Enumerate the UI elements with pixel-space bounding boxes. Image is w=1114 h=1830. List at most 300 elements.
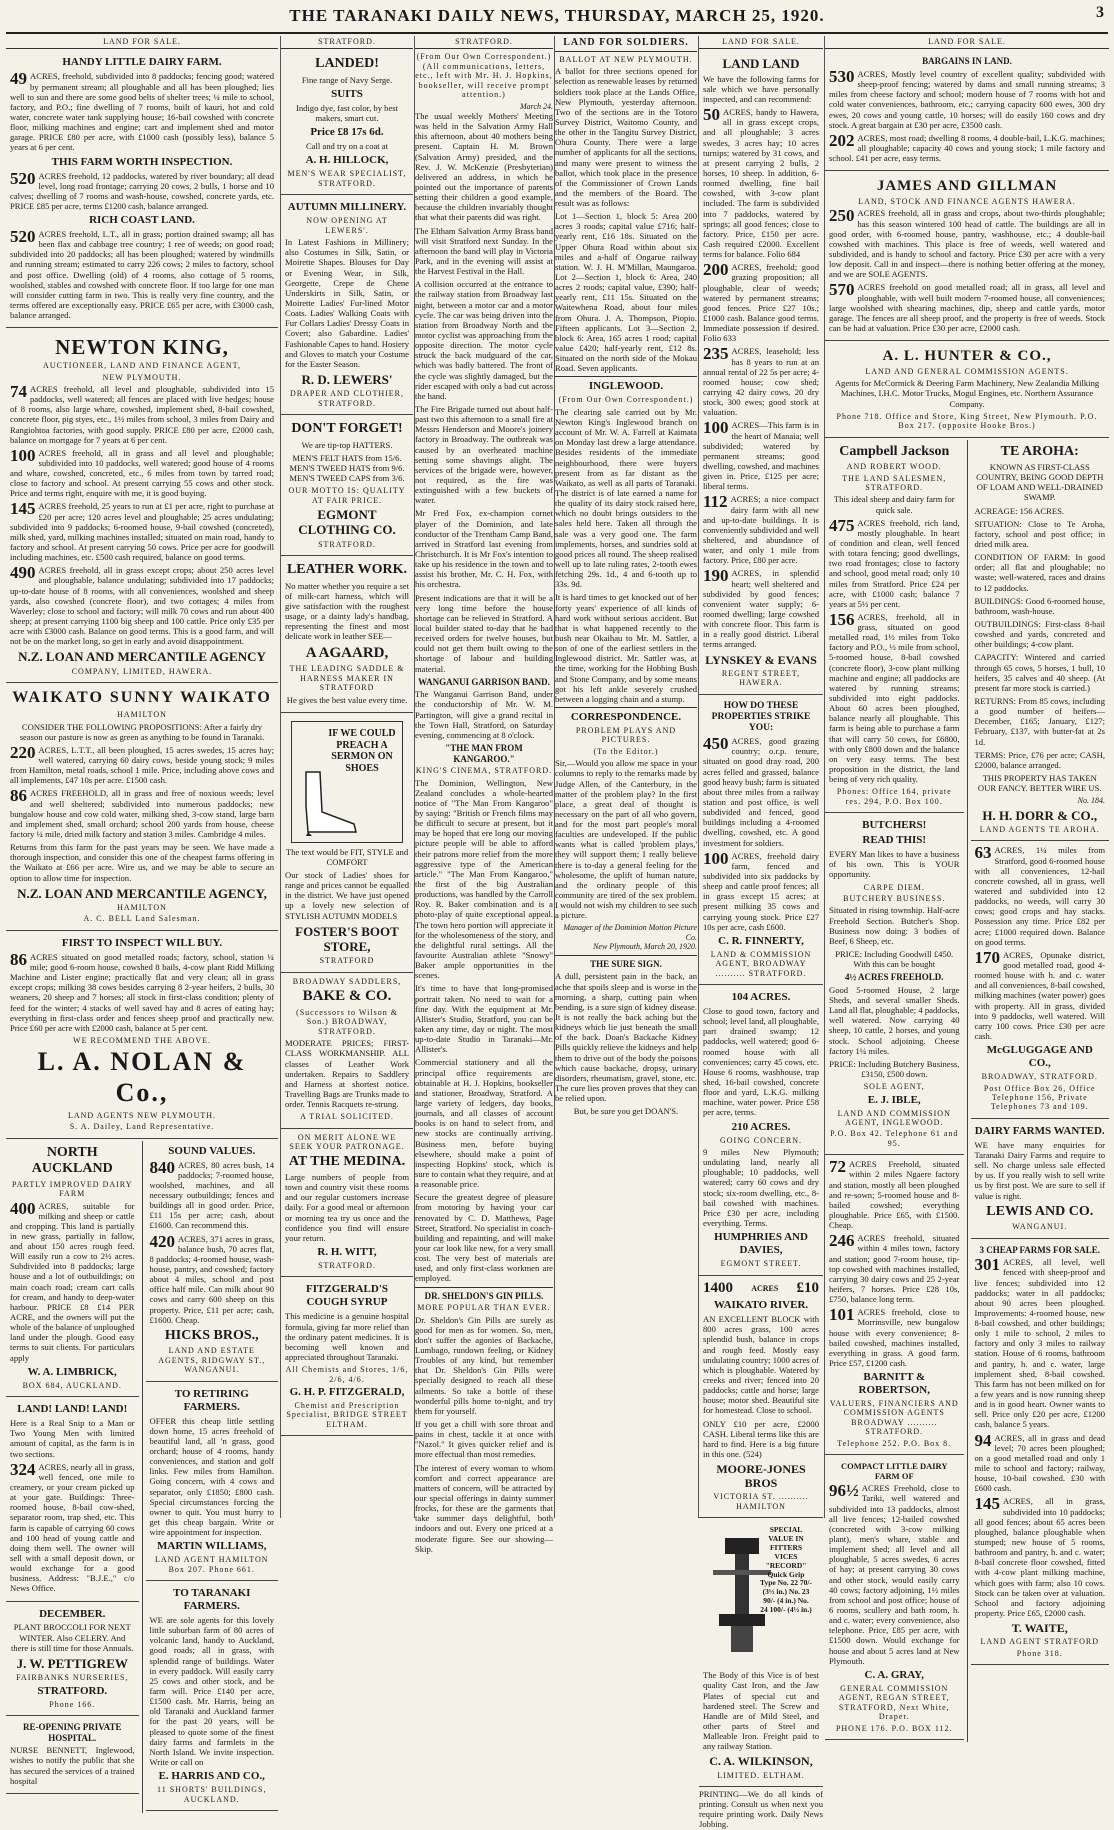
ad-body: ACRES, all in grass and dead level; 70 acres been ploughed; on a good metalled road and only 1 mile to school and factory; railway, house, 10-bail cowshed. £30 with £600 cash. bbox=[974, 1432, 1105, 1494]
advertiser-sub: LAND AGENT STRATFORD bbox=[980, 1637, 1100, 1647]
ad-body: CONDITION OF FARM: In good order; all flat and ploughable; no waste; well-watered, races and drains to 12 paddocks. bbox=[974, 552, 1105, 593]
ad-body: Our stock of Ladies' shoes for range and prices cannot be equalled in the district. We have just opened up a lovely new selection of STYLISH AUTUMN MODELS bbox=[285, 870, 409, 921]
ad-body: SITUATION: Close to Te Aroha, factory, school and post office; in dried milk area. bbox=[974, 518, 1105, 550]
ad-body: ACRES, freehold, subdivided into 8 paddocks; fencing good; watered by permanent stream; all ploughable and all has been ploughed; lies well to sun and there are some good belts of shelter trees; ¼ mile to school, factory, and P.O.; fine dwelling of 7 rooms, built of kauri, hot and cold water, concrete water tank supplying house; 16-bail cowshed with concrete floor, milking machines and engine; cart and implement shed and motor garage. PRICE £80 per acre, with £1000 cash (possibly less), balance 5 years at 6 per cent. bbox=[10, 71, 274, 153]
advertiser-sub: FAIRBANKS NURSERIES, bbox=[16, 1673, 129, 1683]
ad-fitzgerald bbox=[281, 1279, 413, 1436]
ad-sound-values bbox=[146, 1141, 279, 1382]
news-paragraph: The clearing sale carried out by Mr. Newton King's Inglewood branch on account of Mr. W. A. Farrell at Kaimata on Monday last drew a large attendance. Besides residents of the immediate neighbourhood, there were buyers present from as far distant as the Waikato, as well as all parts of Taranaki. The district is of late earned a name for the quality of its dairy stock raised here, which no doubt brings outsiders to the sales held here. Taken all through the sale was a very good one. The farm implements, horses, and sundries sold at good prices all round. The sheep realised well up to late ruling rates, 2-tooth ewes fetching 29s. 1d., 4 and 6-tooth up to 33s. 9d. bbox=[555, 406, 697, 590]
advertiser-sub: HAMILTON bbox=[117, 902, 167, 912]
news-subheading: MORE POPULAR THAN EVER. bbox=[417, 1303, 551, 1313]
column-1 bbox=[6, 36, 278, 1804]
advertiser-sub: LAND AND GENERAL COMMISSION AGENTS. bbox=[865, 366, 1069, 376]
ad-taranaki-farmers bbox=[146, 1583, 279, 1811]
ad-waikato-river bbox=[699, 1278, 823, 1519]
dateline: March 24. bbox=[519, 101, 553, 111]
byline: (From Our Own Correspondent.) (All communications, letters, etc., left with Mr. H. J. Hopkins, bookseller, will receive prompt attention.) bbox=[415, 52, 553, 100]
ad-north-auckland bbox=[6, 1141, 139, 1398]
news-paragraph: Sir,—Would you allow me space in your columns to reply to the remarks made by Judge Allen, of the Canterbury, in the matter of the problem play? In the first place, a great deal of thought is necessary on the part of all who govern, and for the most part people's moral faculties are undeveloped. If the public wants what is called 'problem plays,' they will support them; I really believe there is to-day a general feeling for the wholesome, the uplift of human nature, and the ordinary people of this community are tired of the sex problem. I would not wish my children to see such a picture. bbox=[555, 758, 697, 921]
ad-body: ACRES; a nice compact dairy farm with all new and up-to-date buildings. It is conveniently subdivided and well sheltered, and abundance of water, and only 1 mile from factory. Price, £80 per acre. bbox=[703, 494, 819, 566]
ad-reference: No. 184. bbox=[1077, 796, 1105, 806]
advertiser-name: L. A. NOLAN & Co., bbox=[37, 1047, 247, 1108]
column-4 bbox=[554, 36, 697, 1518]
acreage: 246 bbox=[829, 1231, 855, 1251]
advertiser-name: T. WAITE, bbox=[1011, 1621, 1068, 1636]
ad-title: 3 CHEAP FARMS FOR SALE. bbox=[979, 1244, 1101, 1255]
acreage: 112 bbox=[703, 492, 728, 512]
ad-title: DECEMBER. bbox=[39, 1607, 106, 1620]
page-number: 3 bbox=[1096, 4, 1104, 21]
advertiser-name: N.Z. LOAN AND MERCANTILE AGENCY bbox=[18, 649, 266, 665]
ad-body: ACRES, in splendid heart; well sheltered and subdivided by good fences; convenient water supply; 6-roomed dwelling; large cowshed with concrete floor. This farm is in a really good district. Liberal terms arranged. bbox=[703, 568, 819, 650]
ad-private-hospital bbox=[6, 1718, 139, 1794]
ad-body: ACRES freehold, 25 years to run at £1 per acre, right to purchase at £20 per acre; 120 acres level and ploughable; 25 acres undulating; subdivided into 9 paddocks; 6-roomed house, 9-bail cowshed (concreted), milk shed, yard, milking machines installed; situated on main road, handy to factory and school. At present carrying 50 cows. Price per acre for goodwill including machines, etc. £500 cash required, balance on good terms. bbox=[10, 501, 274, 563]
newspaper-title: THE TARANAKI DAILY NEWS, THURSDAY, MARCH 25, 1920. bbox=[289, 6, 825, 25]
ad-egmont-clothing bbox=[281, 417, 413, 556]
news-paragraph: Present indications are that it will be a very long time before the house shortage can be relieved in Stratford. A local builder stated to-day that he had received orders for twelve houses, but could not get them built owing to the shortage of labour and building material. bbox=[415, 592, 553, 674]
ad-body: Large numbers of people from town and country visit these rooms and our regular customers increase daily. For a good meal or afternoon or morning tea try us once and the confidence you find will ensure your return. bbox=[285, 1172, 409, 1243]
news-paragraph: The usual weekly Mothers' Meeting was held in the Salvation Army Hall this afternoon, about 40 mothers being present. Captain H. M. Brown (Salvation Army) presided, and the Rev. J. W. McKenzie (Presbyterian) delivered an address, in which he pointed out the importance of parents setting their children a good example, because the children invariably thought that what their parents did was right. bbox=[415, 111, 553, 223]
shoe-illustration bbox=[291, 721, 403, 843]
ad-body: WE have many enquiries for Taranaki Dairy Farms and require to sell. No charge unless sale effected by us. If you really wish to sell write us by first post. We are sure to sell if value is right. bbox=[974, 1139, 1105, 1201]
ad-body: BUILDINGS: Good 6-roomed house, bathroom, wash-house. bbox=[974, 595, 1105, 616]
ad-lynskey-evans bbox=[699, 52, 823, 694]
advertiser-phone: Phone 166. bbox=[49, 1699, 96, 1709]
ad-body: ACRES, 80 acres bush, 14 paddocks; 7-roomed house, woolshed, machines, and all necessary outbuildings; fences and buildings all in good order. Price, £11 15s per acre; cash, about £1600. Can recommend this. bbox=[149, 1159, 274, 1231]
column-5 bbox=[698, 36, 823, 1830]
ad-title: LEATHER WORK. bbox=[286, 562, 408, 578]
signature: S. A. Dailey, Land Representative. bbox=[69, 1122, 215, 1132]
advertiser-sub: MEN'S WEAR SPECIALIST, STRATFORD. bbox=[287, 169, 407, 188]
ad-pettigrew bbox=[6, 1604, 139, 1717]
ad-body: ACRES, all in grass, subdivided into 10 paddocks; all good fences; about 65 acres been ploughed, balance ploughable when stumped; new house of 5 rooms, bathroom and pantry, h. and c. water; 8-bail concrete floor cowshed, fitted with 4-cow plant milking machine, which goes with farm; also 10 cows. Stock can be taken over at valuation. School and factory adjoining property. Price £65, £2000 cash. bbox=[974, 1496, 1105, 1618]
news-paragraph: The Eltham Salvation Army Brass band will visit Stratford next Sunday. In the afternoon the band will play in Victoria Park, and in the evening will assist at the Harvest Festival in the Hall. bbox=[415, 225, 553, 277]
acreage: 250 bbox=[829, 206, 855, 226]
ad-recommend: WE RECOMMEND THE ABOVE. bbox=[73, 1035, 211, 1045]
advertiser-sub: Chemist and Prescription Specialist, BRIDGE STREET ELTHAM. bbox=[286, 1400, 408, 1429]
ad-body: ACRES FREEHOLD, all in grass and free of noxious weeds; level and well sheltered; subdivided into numerous paddocks; new bungalow house and cow cold water, milking shed, 3-cow stand, large barn and implement shed, small orchard; school 200 yards from house, cheese factory ¼ mile, dried milk factory and station 3 miles. Cambridge 4 miles. bbox=[10, 788, 274, 839]
advertiser-sub: NEW PLYMOUTH. bbox=[102, 372, 182, 382]
advertiser-sub: LAND & COMMISSION AGENT, BROADWAY .......... STRATFORD. bbox=[710, 949, 812, 978]
acreage: 63 bbox=[974, 843, 992, 863]
news-subheading: PROBLEM PLAYS AND PICTURES. bbox=[575, 725, 677, 745]
news-heading: THE SURE SIGN. bbox=[590, 958, 662, 969]
advertiser-phone: Phones: Office 164, private res. 294, P.O. Box 100. bbox=[836, 787, 952, 806]
section-header: LAND FOR SALE. bbox=[699, 36, 823, 49]
ad-body: ACRES freehold, all in grass and crops, about two-thirds ploughable; has this season wintered 100 head of cattle. The buildings are all in good order, with 6-roomed house, pantry, washhouse, etc.; 4 double-bail cowshed with machines. This place is free of weeds, well watered and subdivided, and is handy to school and factory. Price £30 per acre with a very low deposit. Call in and inspect—there is nothing better offering at the money, and we are SOLE AGENTS. bbox=[829, 208, 1105, 280]
ad-title: TO TARANAKI FARMERS. bbox=[173, 1587, 251, 1613]
acreage: 145 bbox=[974, 1494, 1000, 1514]
ad-title: TO RETIRING FARMERS. bbox=[174, 1387, 249, 1413]
news-paragraph: The Dominion, Wellington, New Zealand concludes a whole-hearted notice of "The Man From Kangaroo" by saying: "British or French films may be difficult to secure at present, but it may be hoped that ere long our moving picture people will be able to afford their patrons more relief from the more aggressive type of the American article." "The Man From Kangaroo," the first of the big Australian productions, was handled by the Carroll Roy. R. Baker combination and is a photo-play of quite exceptional appeal. The town hero portion will appreciate it for the wholesomeness of the story, and the delightful rural settings. All the favourite Australian athlete "Snowy" Baker ample opportunities in the scenes. bbox=[415, 777, 553, 981]
advertiser-name: EGMONT CLOTHING CO. bbox=[298, 507, 396, 538]
ad-body: ACRES—This farm is in the heart of Manaia; well subdivided; watered by permanent streams; good dwelling, cowshed, and machines given in. Price, £125 per acre; liberal terms. bbox=[703, 420, 819, 492]
advertiser-phone: Phone 318. bbox=[1016, 1648, 1063, 1658]
ad-mcgluggage bbox=[971, 843, 1110, 1118]
ad-subtitle: GOING CONCERN. bbox=[720, 1135, 802, 1145]
ad-title: AT THE MEDINA. bbox=[288, 1153, 406, 1169]
acreage: 520 bbox=[10, 168, 36, 188]
ad-te-aroha bbox=[971, 440, 1110, 842]
advertiser-sub: BROADWAY SADDLERS, bbox=[292, 976, 402, 986]
ad-body: ACRES freehold, close to Morrinsville, new bungalow house with every convenience; 8-bailed cowshed, machines installed, everything in grass. A good farm. Price £57, £1200 cash. bbox=[829, 1307, 960, 1368]
advertiser-sub: LAND AGENT HAMILTON Box 207. Phone 661. bbox=[154, 1555, 269, 1574]
ad-title: LAND LAND bbox=[722, 56, 800, 72]
advertiser-sub: STRATFORD. bbox=[318, 1261, 376, 1270]
advertiser-sub: LAND AGENTS TE AROHA. bbox=[979, 825, 1100, 835]
ad-title: 210 ACRES. bbox=[731, 1120, 791, 1133]
ad-body: ACRES, nearly all in grass, well fenced, one mile to creamery, or your cream picked up at your gate. Buildings: Three-roomed house, 8-bail cow-shed, separator room, trap shed, etc. This farm is capable of carrying 60 cows and 100 head of young cattle and doing them well. The owner will sell with a small deposit down, or would exchange for a good business. Address: "B.J.E.," c/o News Office. bbox=[10, 1461, 135, 1594]
ad-body: MODERATE PRICES; FIRST-CLASS WORKMANSHIP. ALL classes of Leather Work undertaken. Repairs to Saddlery and Harness at shortest notice. Travelling Bags are Trunks made to order. Tennis Racquets re-strung. bbox=[285, 1038, 409, 1110]
ad-first-to-inspect bbox=[6, 933, 278, 1139]
advertiser-sub: SOLE AGENT, bbox=[863, 1082, 925, 1092]
ad-waikato bbox=[6, 685, 278, 931]
ad-body: ACRES, freehold, all in grass, situated on good metalled road, 1½ miles from Toko factory and P.O., ½ mile from school, 5-roomed house, 8-bail cowshed (concrete floor), 3-cow plant milking machine and engine; all paddocks are watered by running streams; subdivided into eight paddocks. About 60 acres been ploughed, balance nearly all ploughable. This farm is being able to purchase a farm that will carry 50 cows, for £6800, with only £800 down and the balance on very easy terms. The best proposition in the district, the land being of very rich quality. bbox=[829, 611, 960, 785]
ad-body: Call and try on a coat at bbox=[305, 141, 389, 152]
ad-body: ACRES Freehold, situated within 2 miles Ngaere factory and station, mostly all been ploughed and re-sown; 5-roomed house and 8-bailed cowshed; everything ploughable. Price £65, with £1500. Cheap. bbox=[829, 1159, 960, 1231]
ad-body: ACRES freehold, all in grass except crops; about 250 acres level and ploughable, balance undulating; subdivided into 17 paddocks; up-to-date house of 8 rooms, with all conveniences, woolshed and sheep yards, also cowshed (concrete floor), and two cottages; 4 miles from Waverley; close to school and factory; will milk 70 cows and run about 400 sheep; at present carrying 1100 big sheep and 100 cattle. Price only £35 per acre with £3000 cash. Balance on good terms. This is a good farm, and will not be on the market long, so get in early and avoid disappointment. bbox=[10, 565, 274, 647]
acreage: 86 bbox=[10, 949, 27, 969]
ad-body: ACRES freehold, all in grass and all level and ploughable; subdivided into 10 paddocks, well watered; good house of 4 rooms and whare, cowshed, concreted, etc., 6 miles from town by tarred road; close to factory and school. At present carrying 55 cows and other stock. Price and terms right, enquire with me, it is good buying. bbox=[10, 447, 274, 499]
ad-title: RICH COAST LAND. bbox=[89, 214, 195, 227]
ad-intro: NOW OPENING AT LEWERS'. bbox=[306, 216, 388, 235]
ad-body: NURSE BENNETT, Inglewood, wishes to notify the public that she has secured the services of a trained hospital bbox=[10, 1745, 135, 1786]
ad-body: ACRES freehold, L.T., all in grass; portion drained swamp; all has been flax and cabbage tree country; 1 ree of weeds; on good road; subdivided into 20 paddocks; all has been ploughed; watered by windmills and running stream; estimated to carry 226 cows; 2 miles to factory, school and post office. Dwelling (old) of 4 rooms, also cottage of 5 rooms, woolshed, stables and cowshed with concrete floor. If too large for one man will consider cutting farm in two. This is really very fine country, and the terms offered are exceptionally easy. PRICE £65 per acre, with £3000 cash, balance arranged. bbox=[10, 229, 274, 321]
ad-body: ACRES, good grazing country; o.r.p. tenure, situated on good dray road, 200 acres felled and grassed, balance good heavy bush; farm is situated about three miles from a railway station and post office, is well subdivided and fenced, good buildings including a 4-roomed dwelling, cowshed, etc. A good investment for soldiers. bbox=[703, 736, 819, 848]
ad-title: BARGAINS IN LAND. bbox=[922, 56, 1012, 67]
news-heading: INGLEWOOD. bbox=[588, 380, 664, 393]
ad-price: Price £8 17s 6d. bbox=[310, 126, 384, 139]
advertiser-location: STRATFORD. bbox=[37, 1684, 108, 1697]
acreage: 530 bbox=[829, 67, 855, 87]
printing-notice: PRINTING—We do all kinds of printing. Consult us when next you require printing work. Daily News Jobbing. bbox=[699, 1789, 823, 1830]
acreage: 170 bbox=[974, 947, 1000, 967]
ad-body: Close to good town, factory and school; level land, all ploughable, part drained swamp; 12 paddocks, well watered; good 6-roomed house with all conveniences; carry 45 cows, etc. House 6 rooms, washhouse, trap shed, 16-bail cowshed, concrete floor and yard, L.K.G. milking machine, water power. Price £58 per acre, terms. bbox=[703, 1006, 819, 1118]
ad-body: ACRES Freehold, close to Tariki, well watered and subdivided into 13 paddocks, almost all live fences; 12-bailed cowshed (concreted with 3-cow milking plant), men's whare, stable and implement shed; all level and all ploughable, 5 acres swedes, 6 acres of hay; at present carrying 30 cows and other stock, would easily carry 40 cows; factory adjoining, 1½ miles from school and post office; house of 6 rooms, scullery and bath room, h. and c. water; every convenience, also telephone. Price, £85 per acre, with £1500 down. Would exchange for house and about 5 acres land at New Plymouth. bbox=[829, 1483, 960, 1666]
ad-tagline: The text would be FIT, STYLE and COMFORT bbox=[285, 846, 409, 867]
ad-body: ACRES, Opunake district, good metalled road, good 4-roomed house with h. and c. water and all conveniences, 8-bail cowshed, milking machines (water power) goes with property. All in grass, divided into 9 paddocks, well watered. Will carry 100 cows. Price £30 per acre cash. bbox=[974, 949, 1105, 1042]
ad-hunter-co bbox=[825, 343, 1109, 437]
advertiser-address: BOX 684, AUCKLAND. bbox=[22, 1380, 122, 1390]
ad-body: ACRES situated on good metalled roads; factory, school, station ¼ mile; good 6-room house, cowshed 8 bails, 4-cow plant Ridd Milking Machine and Lister engine; practically flat and very clean; all in grass except crops; milking 38 cows besides carrying 8 2-year heifers, 2 bulls, 30 weaners, 20 sheep and 7 horses; all stock in first-class condition; plenty of feed for the winter; 4 stacks of well saved hay and 8 acres of eating hay; everything in first-class order and fences sheep proof and practically new. Price £60 per acre with £2000 cash, balance at 5 per cent. bbox=[10, 951, 274, 1033]
byline: (From Our Own Correspondent.) bbox=[558, 395, 694, 405]
advertiser-sub: LAND AND COMMISSION AGENT, INGLEWOOD. bbox=[837, 1108, 951, 1127]
acreage: 101 bbox=[829, 1305, 855, 1325]
vice-details: SPECIAL VALUE IN FITTERS VICES "RECORD" Quick Grip Type No. 22 70/- (3½ in.) No. 23 90/- (4 in.) No. 24 100/- (4½ in.) bbox=[760, 1525, 812, 1614]
ad-body: ACRES, 371 acres in grass, balance bush, 70 acres flat, 8 paddocks; 4-roomed house, wash-house, pantry, and cowshed; factory about 4 miles, school and post office half mile. Can milk about 90 cows and carry 600 sheep on this property. Price, £11 per acre; cash, £1600. Cheap. bbox=[149, 1233, 274, 1325]
signature: Manager of the Dominion Motion Picture Co. bbox=[563, 923, 697, 942]
advertiser-name: H. H. DORR & CO., bbox=[982, 807, 1098, 823]
ad-body: Returns from this farm for the past years may be seen. We have made a thorough inspection, and consider this one of the cheapest farms offering in the Waikato at £66 per acre. Wire us, and we may be able to secure an option to allow time for inspection. bbox=[10, 842, 274, 883]
advertiser-name: Campbell Jackson bbox=[839, 443, 950, 459]
acreage: 94 bbox=[974, 1430, 992, 1450]
advertiser-sub: DRAPER AND CLOTHIER, STRATFORD. bbox=[289, 389, 404, 408]
ad-newton-king bbox=[6, 330, 278, 683]
acreage: 235 bbox=[703, 344, 729, 364]
section-header: LAND FOR SOLDIERS. bbox=[555, 36, 697, 52]
section-header: LAND FOR SALE. bbox=[825, 36, 1109, 49]
advertiser-phone: Post Office Box 26, Office Telephone 156, Private Telephones 73 and 109. bbox=[983, 1083, 1096, 1112]
ad-body: ACRES, most road; dwelling 8 rooms, 4 double-bail, L.K.G. machines; all ploughable; capacity 40 cows and young stock; 1 mile factory and school. £41 per acre, easy terms. bbox=[829, 132, 1105, 164]
ad-body: OFFER this cheap little settling down home, 15 acres freehold of beautiful land, all 'n grass, good orchard; house of 4 rooms, handy conveniences, and station and golf links. Few miles from Hamilton. Going concern, with 4 cows and separator, only £1850; £800 cash. Special circumstances forcing the owner to quit. You must hurry to get this cheap bargain. Write or wire appointment for inspection. bbox=[149, 1415, 274, 1538]
advertiser-sub: STRATFORD. bbox=[318, 539, 376, 549]
news-paragraph: The interest of every woman to whom comfort and correct appearance are matters of concern, will be attracted by our special offerings in dainty summer frocks, for these are the garments that take summer days delightful, both indoors and out. Every one priced at a moderate figure. See our showing—Skip. bbox=[415, 1462, 553, 1554]
acreage: 100 bbox=[703, 418, 729, 438]
ad-body: AN EXCELLENT BLOCK with 800 acres grass, 100 acres splendid bush, balance in crops and rough feed. Mostly easy undulating country; 1000 acres of which is ploughable. Watered by creeks and river; fenced into 20 paddocks; cattle and horse; large house; motor shed. Beautiful site for homestead. Close to school. bbox=[703, 1314, 819, 1416]
ad-sellers: All Chemists and Stores, 1/6, 2/6, 4/6. bbox=[285, 1365, 409, 1384]
advertiser-name: R. H. WITT, bbox=[317, 1246, 377, 1259]
advertiser-name: J. W. PETTIGREW bbox=[16, 1655, 128, 1671]
acreage: 96½ bbox=[829, 1481, 859, 1501]
ad-bake-co bbox=[281, 975, 413, 1129]
ad-title: 4½ ACRES FREEHOLD. bbox=[844, 972, 944, 983]
ad-body: EVERY Man likes to have a business of his own. This is YOUR opportunity. bbox=[829, 849, 960, 880]
ad-body: THIS PROPERTY HAS TAKEN OUR FANCY. BETTER WIRE US. bbox=[977, 773, 1102, 794]
column-2 bbox=[280, 36, 413, 1518]
advertiser-name: NEWTON KING, bbox=[55, 335, 229, 360]
ad-title: HANDY LITTLE DAIRY FARM. bbox=[62, 56, 222, 69]
advertiser-name: LYNSKEY & EVANS bbox=[705, 652, 817, 667]
ad-bargains-in-land bbox=[825, 52, 1109, 171]
advertiser-address: Phone 718. Office and Store, King Street, New Plymouth. P.O. Box 217. (opposite Hooke Bros.) bbox=[836, 411, 1098, 431]
ad-body: ACRES, freehold; good grazing proposition; all ploughable, clear of weeds; watered by permanent streams; good fences. Price £27 10s.; £1000 cash. Balance good terms. Immediate possession if desired. Folio 633 bbox=[703, 262, 819, 344]
ad-title: DAIRY FARMS WANTED. bbox=[974, 1124, 1105, 1137]
ad-body: ACRES, 1¼ miles from Stratford, good 6-roomed house with all conveniences, 12-bail concrete cowshed, all in grass, well watered and subdivided into 12 paddocks, no weeds, will carry 30 cows; good crops and hay stacks. Possession any time. Price £82 per acre; £1000 required down. Balance on good terms. bbox=[974, 845, 1105, 947]
acreage: 420 bbox=[149, 1231, 175, 1251]
advertiser-name: JAMES AND GILLMAN bbox=[876, 178, 1058, 195]
advertiser-sub: COMPANY, LIMITED, HAWERA. bbox=[71, 666, 213, 676]
advertiser-name: N.Z. LOAN AND MERCANTILE AGENCY, bbox=[17, 885, 267, 901]
acreage: 490 bbox=[10, 563, 36, 583]
ad-body: ACRES freehold, situated within 4 miles town, factory and station; good 7-room house, tip-top cowshed with machines installed, carrying 30 dairy cows and 25 2-year heifers, 7 horses. Price £28 10s, £750, balance long term. bbox=[829, 1233, 960, 1305]
acreage: 86 bbox=[10, 786, 27, 806]
advertiser-name: LEWIS AND CO. bbox=[986, 1203, 1094, 1219]
ad-body: MEN'S FELT HATS from 15/6. MEN'S TWEED HATS from 9/6. MEN'S TWEED CAPS from 3/6. bbox=[289, 452, 405, 484]
news-paragraph: Mr Fred Fox, ex-champion cornet player of the Dominion, and late conductor of the Trentham Camp Band, arrived in Stratford last evening from Christchurch. It is Mr Fox's intention to take up his residence in the town and to assist his brother, Mr. C. H. Fox, with his orchestra. bbox=[415, 508, 553, 590]
ad-body: 9 miles New Plymouth; undulating land, nearly all ploughable; 10 paddocks, well watered; carry 60 cows and dry stock; six-room dwelling, etc., 8-bail cowshed with machines. Price £30 per acre, including everything. Terms. bbox=[703, 1147, 819, 1228]
advertiser-sub: EGMONT STREET. bbox=[720, 1259, 802, 1269]
ad-body: ACRES, L.T.T., all been ploughed, 15 acres swedes, 15 acres hay; well watered, carrying 60 dairy cows, beside young stock; 9 miles from Hamilton, metal roads, school 1 mile. Price, including above cows and all implements, £47 10s per acre. £1500 cash. bbox=[10, 744, 274, 786]
acreage: 301 bbox=[974, 1255, 1000, 1275]
ad-body: We are tip-top HATTERS. bbox=[301, 439, 393, 450]
column-3 bbox=[414, 36, 553, 1554]
ad-body: Good 5-roomed House, 2 large Sheds, and several smaller Sheds. Land all flat, ploughable; 4 paddocks, well watered. Now carrying 40 sheep, 10 cattle, 2 horses, and young stock. School adjoining. Cheese factory 1¼ miles. bbox=[829, 984, 960, 1056]
ad-title: HOW DO THESE PROPERTIES STRIKE YOU: bbox=[711, 700, 811, 733]
ad-intro: We have the following farms for sale which we have personally inspected, and can recommend: bbox=[703, 73, 819, 105]
ad-title: FIRST TO INSPECT WILL BUY. bbox=[61, 936, 223, 949]
ad-body: No matter whether you require a set of milk-cart harness, which will give satisfaction with the roughest usage, or a dainty lady's handbag, representing the finest and most delicate work in leather SEE— bbox=[285, 580, 409, 642]
ad-subtitle: BUTCHERY BUSINESS. bbox=[843, 893, 946, 903]
ad-body: PRICE: Including Goodwill £450. With this can be bought bbox=[835, 948, 954, 970]
ad-intro: This ideal sheep and dairy farm for quick sale. bbox=[833, 494, 955, 515]
ad-title: RE-OPENING PRIVATE HOSPITAL. bbox=[23, 1722, 122, 1743]
ad-body: ACRES, freehold dairy farm, fenced and subdivided into six paddocks by sheep and cattle proof fences; all in grass except 15 acres; at present milking 35 cows and carrying young stock. Price £27 10s per acre, cash £600. bbox=[703, 850, 819, 932]
masthead bbox=[0, 0, 1114, 32]
ad-waite bbox=[971, 1241, 1110, 1666]
ad-body: PLANT BROCCOLI FOR NEXT WINTER. Also CELERY. And there is still time for those Annuals. bbox=[11, 1622, 134, 1653]
ad-tagline: CARPE DIEM. bbox=[863, 882, 925, 892]
acreage: 202 bbox=[829, 130, 855, 150]
ad-wilkinson-vices bbox=[699, 1520, 823, 1787]
masthead-rule bbox=[6, 32, 1108, 34]
ad-title: WAIKATO RIVER. bbox=[713, 1299, 809, 1312]
acreage: 400 bbox=[10, 1198, 36, 1218]
advertiser-name: McGLUGGAGE AND CO., bbox=[986, 1044, 1093, 1070]
ad-tagline: A TRIAL SOLICITED. bbox=[300, 1112, 394, 1122]
news-paragraph: Secure the greatest degree of pleasure from motoring by having your car renovated by C. D. Matthews, Page Street, Stratford. No specialist in coach-building and repainting, and will make your car look like new, for a very small cost. The very best of materials are used, and only first-class workmen are employed. bbox=[415, 1192, 553, 1284]
ad-finnerty bbox=[699, 697, 823, 986]
news-paragraph: Dr. Sheldon's Gin Pills are surely as good for men as for women. So, men, don't suffer the agonies of Backache, Lumbago, rundown feeling, or Kidney Troubles of any kind, but remember that Dr. Sheldon's Gin Pills were specially designed to reach all these ailments. So take a bottle of these wonderful pills home to-night, and try them for yourself. bbox=[415, 1314, 553, 1416]
acreage: 450 bbox=[703, 734, 729, 754]
ad-body: ACRES, all level, well fenced with sheep-proof and live fences; subdivided into 12 paddocks; water in all paddocks; about 90 acres been ploughed. Improvements: 4-roomed house, new 8-bail cowshed, and other buildings; only 1 mile to school, 2 miles to factory and only 3 miles to railway station. House of 6 rooms, bathroom and pantry, h. and c. water, large implement shed, 8-bail cowshed. This farm has not been milked on for a few years and is now running sheep and is in good heart. Owner wants to sell. Price only £20 per acre, £1200 cash, balance 5 years. bbox=[974, 1257, 1105, 1430]
ad-intro: KNOWN AS FIRST-CLASS COUNTRY, BEING GOOD DEPTH OF LOAM AND WELL-DRAINED SWAMP. bbox=[976, 462, 1104, 503]
ad-title: BUTCHERS! bbox=[862, 819, 927, 832]
ad-title: SUITS bbox=[331, 88, 363, 101]
ad-title: 104 ACRES. bbox=[731, 991, 791, 1004]
ad-title: FITZGERALD'S COUGH SYRUP bbox=[306, 1283, 388, 1309]
ad-aagaard bbox=[281, 558, 413, 713]
advertiser-phone: PHONE 176. P.O. BOX 112. bbox=[835, 1723, 953, 1733]
advertiser-name: R. D. LEWERS' bbox=[301, 371, 393, 387]
advertiser-phone: Telephone 252. P.O. Box 8. bbox=[837, 1438, 952, 1448]
section-header: STRATFORD. bbox=[281, 36, 413, 49]
ad-intro: ON MERIT ALONE WE SEEK YOUR PATRONAGE. bbox=[289, 1132, 405, 1152]
ad-title: NORTH AUCKLAND bbox=[31, 1144, 113, 1177]
ad-campbell-jackson bbox=[825, 440, 964, 814]
acreage: 840 bbox=[149, 1157, 175, 1177]
advertiser-address: P.O. Box 42. Telephone 61 and 95. bbox=[830, 1129, 959, 1148]
ad-lewers bbox=[281, 197, 413, 415]
advertiser-sub: STRATFORD bbox=[319, 956, 375, 966]
advertiser-sub: VICTORIA ST. .......... HAMILTON bbox=[713, 1492, 809, 1511]
ad-body: ACRES, handy to Hawera, all in grass except crops, and all ploughable; 3 acres swedes, 3 acres hay; 10 acres turnips; watered by 31 cows, and at present carrying 2 bulls, 2 horses, 10 sheep. In addition, 6-roomed dwelling, fine bail cowshed, with 3-cow plant included. The farm is subdivided into 7 paddocks, watered by springs; all good fences; close to factory. Price, £150 per acre. Cash required £2000. Excellent terms for balance. Folio 684 bbox=[703, 107, 819, 260]
acreage: 100 bbox=[703, 848, 729, 868]
advertiser-sub: LIMITED. ELTHAM. bbox=[717, 1770, 805, 1780]
acreage: 324 bbox=[10, 1459, 36, 1479]
dateline: New Plymouth, March 20, 1920. bbox=[593, 942, 697, 952]
news-paragraph: It's time to have that long-promised portrait taken. No need to wait for a fine day. With the equipment at Mr. Allister's Studio, Stratford, you can be taken any time, day or night. The most up-to-date Studio in Taranaki—Mr. Allister's. bbox=[415, 983, 553, 1055]
advertiser-sub: WANGANUI. bbox=[1012, 1222, 1068, 1232]
ad-body: CAPACITY: Wintered and carried through 65 cows, 5 horses, 1 bull, 10 heifers, 35 calves and 40 sheep. (At present far more stock is carried.) bbox=[974, 652, 1105, 693]
ad-title: COMPACT LITTLE DAIRY FARM OF bbox=[840, 1461, 948, 1482]
section-header: STRATFORD. bbox=[415, 36, 553, 49]
shoe-icon bbox=[298, 766, 362, 836]
advertiser-name: W. A. LIMBRICK, bbox=[27, 1365, 117, 1378]
vice-illustration bbox=[709, 1526, 813, 1666]
ad-body: PRICE: Including Butchery Business, £3150, £500 down. bbox=[829, 1058, 960, 1079]
advertiser-sub: (Successors to Wilson & Son.) BROADWAY, STRATFORD. bbox=[296, 1007, 398, 1036]
ad-body: TERMS: Price, £76 per acre; CASH, £2000, balance arranged. bbox=[974, 749, 1105, 770]
acreage: 74 bbox=[10, 381, 27, 401]
news-paragraph: But, be sure you get DOAN'S. bbox=[573, 1106, 679, 1117]
advertiser-name: FOSTER'S BOOT STORE, bbox=[295, 923, 399, 955]
advertiser-sub: AND ROBERT WOOD. bbox=[846, 462, 942, 472]
acreage: 49 bbox=[10, 69, 27, 89]
acreage: 200 bbox=[703, 260, 729, 280]
news-subheading: BALLOT AT NEW PLYMOUTH. bbox=[559, 54, 693, 64]
news-heading: DR. SHELDON'S GIN PILLS. bbox=[424, 1290, 544, 1301]
ad-title: READ THIS! bbox=[862, 834, 927, 847]
advertiser-name: MARTIN WILLIAMS, bbox=[157, 1540, 267, 1553]
acreage: 1400 bbox=[703, 1279, 733, 1296]
acreage: 50 bbox=[703, 105, 720, 125]
news-paragraph: If you get a chill with sore throat and pains in chest, tackle it at once with "Nazol." It gives quicker relief and is more effectual than most remedies. bbox=[415, 1418, 553, 1460]
ad-body: ACRES, Mostly level country of excellent quality; subdivided with sheep-proof fencing; watered by dams and small running streams; 3 miles from cheese factory and school; modern house of 7 rooms with hot and cold water conveniences, bathroom, etc.; carrying capacity 600 ewes, 300 dry ewes, 20 cows and young cattle, 10 horses; will do easily 160 cows and dry stock. A great bargain at £30 per acre, £3500 cash. bbox=[829, 69, 1105, 130]
advertiser-name: HUMPHRIES AND DAVIES, bbox=[714, 1231, 808, 1257]
advertiser-name: C. A. GRAY, bbox=[864, 1668, 924, 1681]
advertiser-name: C. R. FINNERTY, bbox=[718, 934, 804, 947]
acreage: 190 bbox=[703, 566, 729, 586]
ad-medina bbox=[281, 1131, 413, 1278]
acreage: 220 bbox=[10, 742, 36, 762]
advertiser-sub: LAND AGENTS NEW PLYMOUTH. bbox=[67, 1110, 217, 1120]
ad-body: Fine range of Navy Serge. bbox=[301, 74, 393, 85]
ad-intro: Here is a Real Snip to a Man or Two Young Men with limited amount of capital, as the farm is in two sections. bbox=[10, 1418, 135, 1459]
ad-barnitt-robertson bbox=[825, 1157, 964, 1455]
advertiser-name: E. HARRIS AND CO., bbox=[158, 1770, 265, 1783]
ad-fosters-boot-store bbox=[281, 715, 413, 973]
ad-title: LANDED! bbox=[315, 56, 379, 72]
advertiser-sub: LAND AND ESTATE AGENTS, RIDGWAY ST., WANGANUI. bbox=[158, 1346, 266, 1375]
news-paragraph: It is hard times to get knocked out of her forty years' experience of all kinds of hard work without serious accident. But that is what happened recently to the bush near Okaihau to Mr. M. Sattler, a son of one of the earliest settlers in the Inglewood district. Mr. Sattler was, at the time, working for the Hobbing Bush and Stone Company, and by some means got his left ankle severely crushed between a logging chain and a stump. bbox=[555, 592, 697, 704]
advertiser-sub: THE LAND SALESMEN, STRATFORD. bbox=[842, 473, 947, 492]
ad-title: AUTUMN MILLINERY. bbox=[287, 201, 407, 214]
advertiser-name: HICKS BROS., bbox=[164, 1327, 259, 1343]
advertiser-sub: REGENT STREET, HAWERA. bbox=[721, 668, 801, 688]
ad-body: ACRES freehold, 12 paddocks, watered by river boundary; all dead level, long road frontage; carrying 20 cows, 2 bulls, 1 horse and 10 calves; dwelling of 7 rooms and wash-house, cowshed, concrete yards, etc. PRICE £85 per acre, terms £1200 cash, balance arranged. bbox=[10, 170, 274, 211]
advertiser-name: G. H. P. FITZGERALD, bbox=[289, 1385, 405, 1398]
advertiser-sub: THE LEADING SADDLE & HARNESS MAKER IN STRATFORD bbox=[289, 664, 405, 693]
section-header: LAND FOR SALE. bbox=[6, 36, 278, 49]
ad-title: WAIKATO SUNNY WAIKATO bbox=[12, 689, 272, 707]
price: £10 bbox=[796, 1279, 819, 1296]
ad-body: Agents for McCormick & Deering Farm Machinery, New Zealandia Milking Machines, I.H.C. Motor Trucks, Mogul Engines, etc. Northern Assurance Company. bbox=[834, 378, 1100, 409]
ad-motto: OUR MOTTO IS: QUALITY AT FAIR PRICE. bbox=[288, 486, 406, 505]
acreage: 475 bbox=[829, 515, 855, 535]
ad-body: The Body of this Vice is of best quality Cast Iron, and the Jaw Plates of special cut and hardened steel. The Screw and Handle are of Mild Steel, and other parts of Steel and Malleable Iron. Freight paid to any railway Station. bbox=[703, 1670, 819, 1752]
ad-body: RETURNS: From 85 cows, including a good number of heifers—December, £165; January, £127; February, £137, with butter-fat at 2s 1d. bbox=[974, 696, 1105, 747]
news-heading: CORRESPONDENCE. bbox=[570, 710, 682, 723]
ad-body: Indigo dye, fast color, by best makers, smart cut. bbox=[295, 103, 399, 124]
advertiser-sub: GENERAL COMMISSION AGENT, REGAN STREET, STRATFORD, Next White, Draper. bbox=[838, 1683, 950, 1722]
advertiser-sub: VALUERS, FINANCIERS AND COMMISSION AGENTS BROADWAY .......... STRATFORD. bbox=[829, 1399, 959, 1437]
news-paragraph: The Fire Brigade turned out about half-past two this afternoon to a small fire at Messrs Henderson and Moore's joinery factory in Broadway. The outbreak was caused by an overheated machine setting some shavings alight. The services of the brigade were, however, not required, as the fire was extinguished with a few buckets of water. bbox=[415, 404, 553, 506]
ad-gray bbox=[825, 1457, 964, 1740]
news-paragraph: Lot 1—Section 1, block 5: Area 200 acres 3 roods; capital value £716; half-yearly rent, £16 18s. Situated on the Upper Ohura Road within about six miles and a-half of Ongarue railway station. W. J. H. M'Millan, Maungaroa. Lot 2—Section 1, block 6: Area, 240 acres 2 roods; capital value, £390; half-yearly rent, £11 15s. Situated on the Waitewhena Road, about four miles from Ohura. J. A. Thompson, Piopio. Fifteen applicants. Lot 3—Section 2, block 6: Area, 165 acres 1 rood; capital value £420; half-yearly rent, £12 8s. Situated on the north side of the Mokau Road. Seven applicants. bbox=[555, 211, 697, 374]
ad-body: ACRES freehold on good metalled road; all in grass, all level and ploughable, with well built modern 7-roomed house, all conveniences; large woolshed with shearing machines, dip, sheep and cattle yards, motor garage. The fences are all sheep proof, and the property is free of weeds. Stock can be had at valuation. Price £30 per acre, £2000 cash. bbox=[829, 282, 1105, 333]
column-6 bbox=[824, 36, 1109, 1733]
advertiser-name: A. L. HUNTER & CO., bbox=[882, 348, 1052, 365]
ad-body: ACREAGE: 156 ACRES. bbox=[974, 505, 1065, 516]
ad-body: ACRES, leasehold; less has 8 years to run at an annual rental of 22 5s per acre; 4-roomed house; cow shed; carrying 42 dairy cows, 20 dry stock, 300 ewes; good stock at valuation. bbox=[703, 346, 819, 418]
ad-retiring-farmers bbox=[146, 1384, 279, 1581]
ad-title: IF WE COULD PREACH A SERMON ON SHOES bbox=[328, 727, 396, 775]
advertiser-name: A. H. HILLOCK, bbox=[305, 154, 389, 167]
advertiser-name: A AGAARD, bbox=[305, 644, 389, 661]
ad-body: This medicine is a genuine hospital formula, giving far more relief than the ordinary patent medicines. It is becoming well known and appreciated throughout Taranaki. bbox=[285, 1311, 409, 1362]
ad-intro: CONSIDER THE FOLLOWING PROPOSITIONS: After a fairly dry season our pasture is now as green as anything to be found in Taranaki. bbox=[19, 721, 265, 742]
advertiser-sub: AUCTIONEER, LAND AND FINANCE AGENT, bbox=[43, 361, 241, 371]
ad-butchers bbox=[825, 815, 964, 1155]
ad-lewis bbox=[971, 1121, 1110, 1239]
acreage-unit: ACRES bbox=[751, 1283, 779, 1293]
news-paragraph: Commercial stationery and all the principal office requirements are obtainable at H. J. Hopkins, bookseller and stationer, Broadway, Stratford. A large variety of ledgers, day books, journals, and all classes of account books is on hand to select from, and new stocks are continually arriving. Business men, before buying elsewhere, should make a point of inspecting Hopkins' stock, which is sure to contain what they require, and at a reasonable price. bbox=[415, 1057, 553, 1190]
acreage: 520 bbox=[10, 227, 36, 247]
advertiser-sub: LAND, STOCK AND FINANCE AGENTS HAWERA. bbox=[858, 197, 1076, 206]
ad-body: Situated in rising township. Half-acre Freehold Section. Butcher's Shop. Business now doing: 3 bodies of Beef, 6 Sheep, etc. bbox=[829, 905, 960, 946]
news-paragraph: A collision occurred at the entrance to the railway station from Broadway last night, between a motor car and a motor cycle. The car was being driven into the station from Broadway North and the motor cyclist was approaching from the opposite direction. The motor cycle struck the back mudguard of the car, which was badly battered. The front of the cycle was slightly damaged, but the rider escaped with only a bad cut across the hand. bbox=[415, 279, 553, 401]
acreage: 100 bbox=[10, 445, 36, 465]
